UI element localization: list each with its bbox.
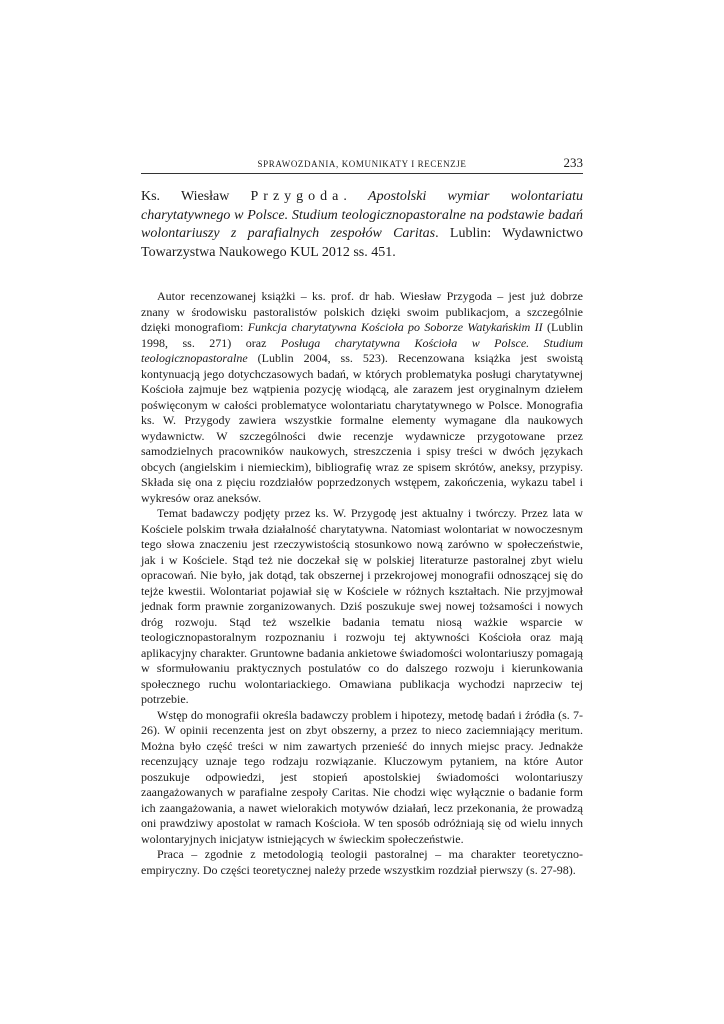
paragraph-1-title-1: Funkcja charytatywna Kościoła po Soborze Watykańskim II	[247, 320, 543, 334]
paragraph-3: Wstęp do monografii określa badawczy problem i hipotezy, metodę badań i źródła (s. 7-26). W opinii recenzenta jest on zbyt obszerny, a przez to nieco zaciemniający meritum. Można było część treści w nim zawartych przenieść do innych miejsc pracy. Jednakże recenzujący uznaje tego rodzaju rozwiązanie. Kluczowym pytaniem, na które Autor poszukuje odpowiedzi, jest stopień apostolskiej świadomości wolontariuszy zaangażowanych w parafialne zespoły Caritas. Nie chodzi więc wyłącznie o badanie form ich zaangażowania, a nawet wielorakich motywów działań, lecz przekonania, że prowadzą oni prawdziwy apostolat w ramach Kościoła. W ten sposób odróżniają się od wielu innych wolontaryjnych inicjatyw istniejących w świeckim społeczeństwie.	[141, 707, 583, 846]
paragraph-1	[141, 289, 583, 506]
paragraph-1-title-2: Posługa charytatywna Kościoła w Polsce. Studium teologicznopastoralne	[141, 335, 583, 365]
book-title: Apostolski wymiar wolontariatu charytatywnego w Polsce. Studium teologicznopastoralne na podstawie badań wolontariuszy z parafialnych zespołów Caritas	[141, 189, 583, 241]
paragraph-2: Temat badawczy podjęty przez ks. W. Przygodę jest aktualny i twórczy. Przez lata w Kościele polskim trwała działalność charytatywna. Natomiast wolontariat w nowoczesnym tego słowa znaczeniu jest rzeczywistością stosunkowo nową zarówno w społeczeństwie, jak i w Kościele. Stąd też nie doczekał się w polskiej literaturze pastoralnej zbyt wielu opracowań. Nie było, jak dotąd, tak obszernej i przekrojowej monografii odnoszącej się do tejże kwestii. Wolontariat pojawiał się w Kościele w różnych kształtach. Nie przyjmował jednak form prawnie zorganizowanych. Dziś poszukuje swej nowej tożsamości i nowych dróg rozwoju. Stąd też wszelkie badania tematu niosą ważkie wsparcie w teologicznopastoralnym rozpoznaniu i rozwoju tej aktywności Kościoła oraz mają aplikacyjny charakter. Gruntowne badania ankietowe świadomości wolontariuszy pomagają w sformułowaniu praktycznych postulatów co do dalszego rozwoju i kierunkowania społecznego ruchu wolontariackiego. Omawiana publikacja wychodzi naprzeciw tej potrzebie.	[141, 506, 583, 706]
citation-separator: .	[343, 189, 369, 204]
book-publisher: . Lublin: Wydawnictwo Towarzystwa Naukowego KUL 2012 ss. 451.	[141, 226, 583, 260]
author-prefix: Ks. Wiesław	[141, 189, 251, 204]
page-header	[141, 155, 583, 174]
author-surname: Przygoda	[250, 189, 344, 204]
book-citation	[141, 188, 583, 262]
paragraph-1-part-b: (Lublin 1998, ss. 271) oraz	[141, 320, 584, 350]
paragraph-4: Praca – zgodnie z metodologią teologii pastoralnej – ma charakter teoretyczno-empiryczny. Do części teoretycznej należy przede wszystkim rozdział pierwszy (s. 27-98).	[141, 847, 583, 877]
review-body	[141, 289, 583, 878]
paragraph-1-part-a: Autor recenzowanej książki – ks. prof. dr hab. Wiesław Przygoda – jest już dobrze znany w środowisku pastoralistów polskich dzięki swoim publikacjom, a szczególnie dzięki monografiom:	[141, 289, 583, 334]
running-title: SPRAWOZDANIA, KOMUNIKATY I RECENZJE	[257, 159, 467, 169]
page-number: 233	[563, 155, 583, 170]
paragraph-1-part-c: (Lublin 2004, ss. 523). Recenzowana książka jest swoistą kontynuacją jego dotychczasowych badań, w których problematyka posługi charytatywnej Kościoła zajmuje bez wątpienia pozycję wiodącą, ale zarazem jest oryginalnym dziełem poświęconym w całości problematyce wolontariatu charytatywnego w Polsce. Monografia ks. W. Przygody zawiera wszystkie formalne elementy wymagane dla naukowych wydawnictw. W szczególności dwie recenzje wydawnicze przygotowane przez samodzielnych pracowników naukowych, streszczenia i spisy treści w dwóch językach obcych (angielskim i niemieckim), bibliografię wraz ze spisem skrótów, aneksy, przypisy. Składa się ona z pięciu rozdziałów poprzedzonych wstępem, zakończenia, wykazu tabel i wykresów oraz aneksów.	[141, 351, 583, 505]
